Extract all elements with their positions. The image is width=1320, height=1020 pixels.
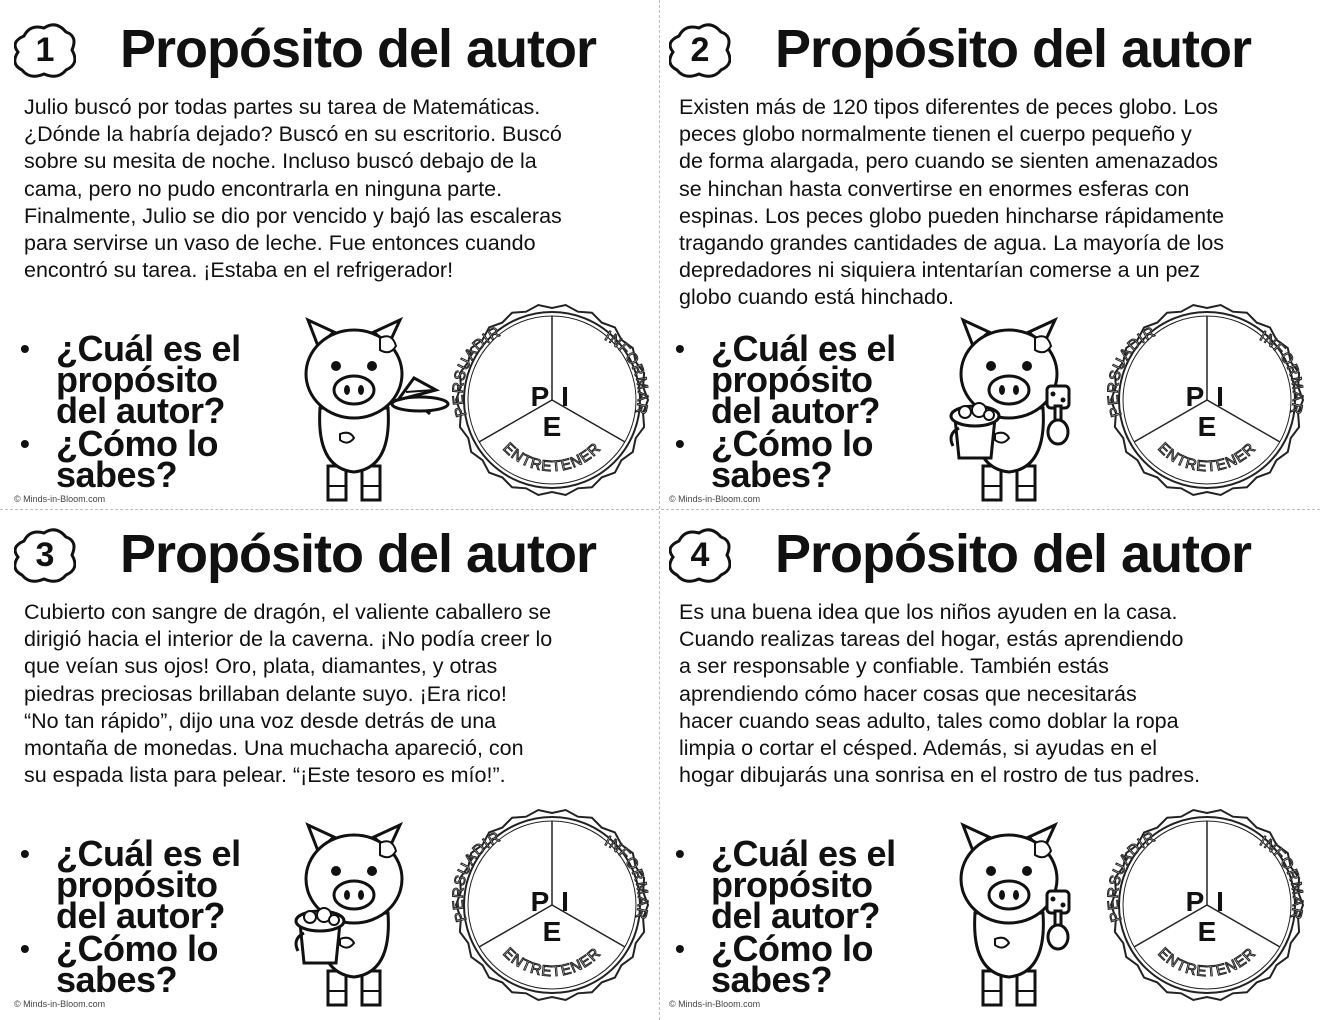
question-how-know: ¿Cómo lo sabes?: [711, 928, 873, 1000]
question-purpose: ¿Cuál es el propósito del autor?: [711, 328, 896, 431]
pie-stamp-icon: [1107, 300, 1307, 500]
pig-holding-pie-icon: [270, 316, 456, 508]
pig-with-bucket-icon: [270, 821, 456, 1013]
card-title: Propósito del autor: [120, 524, 597, 584]
stamp-label-persuade: P SUADIR: [452, 323, 504, 419]
question-purpose: ¿Cuál es el propósito del autor?: [711, 833, 896, 936]
reading-passage: Existen más de 120 tipos diferentes de peces globo. Los peces globo normalmente tienen el cuerpo pequeño y de forma alargada, pero cuando se sienten amenazados se hinchan hasta convertirse en enormes esferas con espinas. Los peces globo pueden hincharse rápidamente tragando grandes cantidades de agua. La mayoría de los depredadores ni siquiera intentarían comerse a un pez globo cuando está hinchado.: [679, 95, 1225, 310]
card-number: 2: [690, 31, 710, 69]
stamp-label-entertain: ENTRETENER: [499, 944, 605, 981]
question-item: [14, 328, 241, 431]
pie-stamp-icon: [452, 300, 652, 500]
card-title: Propósito del autor: [775, 19, 1252, 79]
stamp-letter-p: P: [1185, 886, 1205, 917]
stamp-letter-p: P: [530, 886, 550, 917]
stamp-letter-i: I: [1216, 886, 1224, 917]
bullet-icon: •: [20, 333, 30, 364]
stamp-letter-e: E: [1197, 916, 1217, 947]
card-number: 3: [35, 536, 55, 574]
stamp-label-inform: INFORMAR: [601, 832, 652, 922]
bullet-icon: •: [20, 933, 30, 964]
card-number-badge: [669, 22, 731, 78]
question-item: [669, 833, 896, 936]
svg-text:ENTRETENER: [1155, 944, 1260, 980]
svg-text:PERSUADIR: [452, 828, 504, 923]
svg-text:ENTRETENER: [500, 439, 605, 475]
stamp-letter-p: P: [1185, 381, 1205, 412]
question-list: [669, 833, 896, 1000]
bullet-icon: •: [675, 838, 685, 869]
card-number-badge: [14, 527, 76, 583]
stamp-letter-p: P: [530, 381, 550, 412]
svg-text:PERSUADIR: [452, 323, 504, 418]
svg-text:PERSUADIR: [1107, 323, 1159, 418]
stamp-label-inform: INFORMAR: [601, 327, 652, 417]
bullet-icon: •: [20, 428, 30, 459]
svg-text:PERSUADIR: [1107, 828, 1159, 923]
question-item: [14, 833, 241, 936]
card-number: 4: [690, 536, 710, 574]
stamp-label-entertain: ENTRETENER: [499, 439, 605, 476]
pie-stamp-icon: [1107, 805, 1307, 1005]
svg-text:INFORMAR: [602, 328, 651, 417]
stamp-letter-i: I: [1216, 381, 1224, 412]
reading-passage: Julio buscó por todas partes su tarea de Matemáticas. ¿Dónde la habría dejado? Buscó en su escritorio. Buscó sobre su mesita de noche. Incluso buscó debajo de la cama, pero no pudo encontrarla en ninguna parte. Finalmente, Julio se dio por vencido y bajó las escaleras para servirse un vaso de leche. Fue entonces cuando encontró su tarea. ¡Estaba en el refrigerador!: [24, 95, 562, 283]
question-item: [669, 328, 896, 431]
bullet-icon: •: [20, 838, 30, 869]
stamp-letter-e: E: [542, 411, 562, 442]
copyright-footer: © Minds-in-Bloom.com: [14, 999, 106, 1009]
bullet-icon: •: [675, 933, 685, 964]
question-item: [669, 423, 896, 495]
question-list: [669, 328, 896, 495]
task-card-4: [655, 505, 1315, 1015]
stamp-letter-e: E: [542, 916, 562, 947]
question-list: [14, 328, 241, 495]
card-number-badge: [14, 22, 76, 78]
question-item: [14, 928, 241, 1000]
question-how-know: ¿Cómo lo sabes?: [711, 423, 873, 495]
card-title: Propósito del autor: [775, 524, 1252, 584]
question-how-know: ¿Cómo lo sabes?: [56, 928, 218, 1000]
pig-with-bucket-and-sponge-icon: [925, 316, 1111, 508]
svg-text:ENTRETENER: [500, 944, 605, 980]
stamp-label-persuade: P SUADIR: [452, 828, 504, 924]
stamp-label-inform: INFORMAR: [1256, 327, 1307, 417]
question-list: [14, 833, 241, 1000]
stamp-letter-e: E: [1197, 411, 1217, 442]
stamp-label-entertain: ENTRETENER: [1154, 944, 1260, 981]
question-how-know: ¿Cómo lo sabes?: [56, 423, 218, 495]
copyright-footer: © Minds-in-Bloom.com: [14, 494, 106, 504]
card-number-badge: [669, 527, 731, 583]
task-card-3: [0, 505, 660, 1015]
card-title: Propósito del autor: [120, 19, 597, 79]
pig-with-sponge-icon: [925, 821, 1111, 1013]
task-card-1: [0, 0, 660, 510]
reading-passage: Cubierto con sangre de dragón, el valiente caballero se dirigió hacia el interior de la caverna. ¡No podía creer lo que veían sus ojos! Oro, plata, diamantes, y otras piedras preciosas brillaban delante suyo. ¡Era rico! “No tan rápido”, dijo una voz desde detrás de una montaña de monedas. Una muchacha apareció, con su espada lista para pelear. “¡Este tesoro es mío!”.: [24, 600, 553, 788]
svg-text:INFORMAR: [1257, 833, 1306, 922]
question-item: [14, 423, 241, 495]
svg-text:INFORMAR: [1257, 328, 1306, 417]
svg-text:ENTRETENER: [1155, 439, 1260, 475]
stamp-label-entertain: ENTRETENER: [1154, 439, 1260, 476]
svg-text:INFORMAR: [602, 833, 651, 922]
stamp-label-persuade: P SUADIR: [1107, 323, 1159, 419]
reading-passage: Es una buena idea que los niños ayuden en la casa. Cuando realizas tareas del hogar, estás aprendiendo a ser responsable y confiable. También estás aprendiendo cómo hacer cosas que necesitarás hacer cuando seas adulto, tales como doblar la ropa limpia o cortar el césped. Además, si ayudas en el hogar dibujarás una sonrisa en el rostro de tus padres.: [679, 600, 1201, 788]
bullet-icon: •: [675, 428, 685, 459]
stamp-letter-i: I: [561, 886, 569, 917]
copyright-footer: © Minds-in-Bloom.com: [669, 999, 761, 1009]
task-card-2: [655, 0, 1315, 510]
stamp-letter-i: I: [561, 381, 569, 412]
question-purpose: ¿Cuál es el propósito del autor?: [56, 328, 241, 431]
bullet-icon: •: [675, 333, 685, 364]
pie-stamp-icon: [452, 805, 652, 1005]
copyright-footer: © Minds-in-Bloom.com: [669, 494, 761, 504]
question-item: [669, 928, 896, 1000]
stamp-label-persuade: P SUADIR: [1107, 828, 1159, 924]
stamp-label-inform: INFORMAR: [1256, 832, 1307, 922]
question-purpose: ¿Cuál es el propósito del autor?: [56, 833, 241, 936]
card-number: 1: [35, 31, 55, 69]
